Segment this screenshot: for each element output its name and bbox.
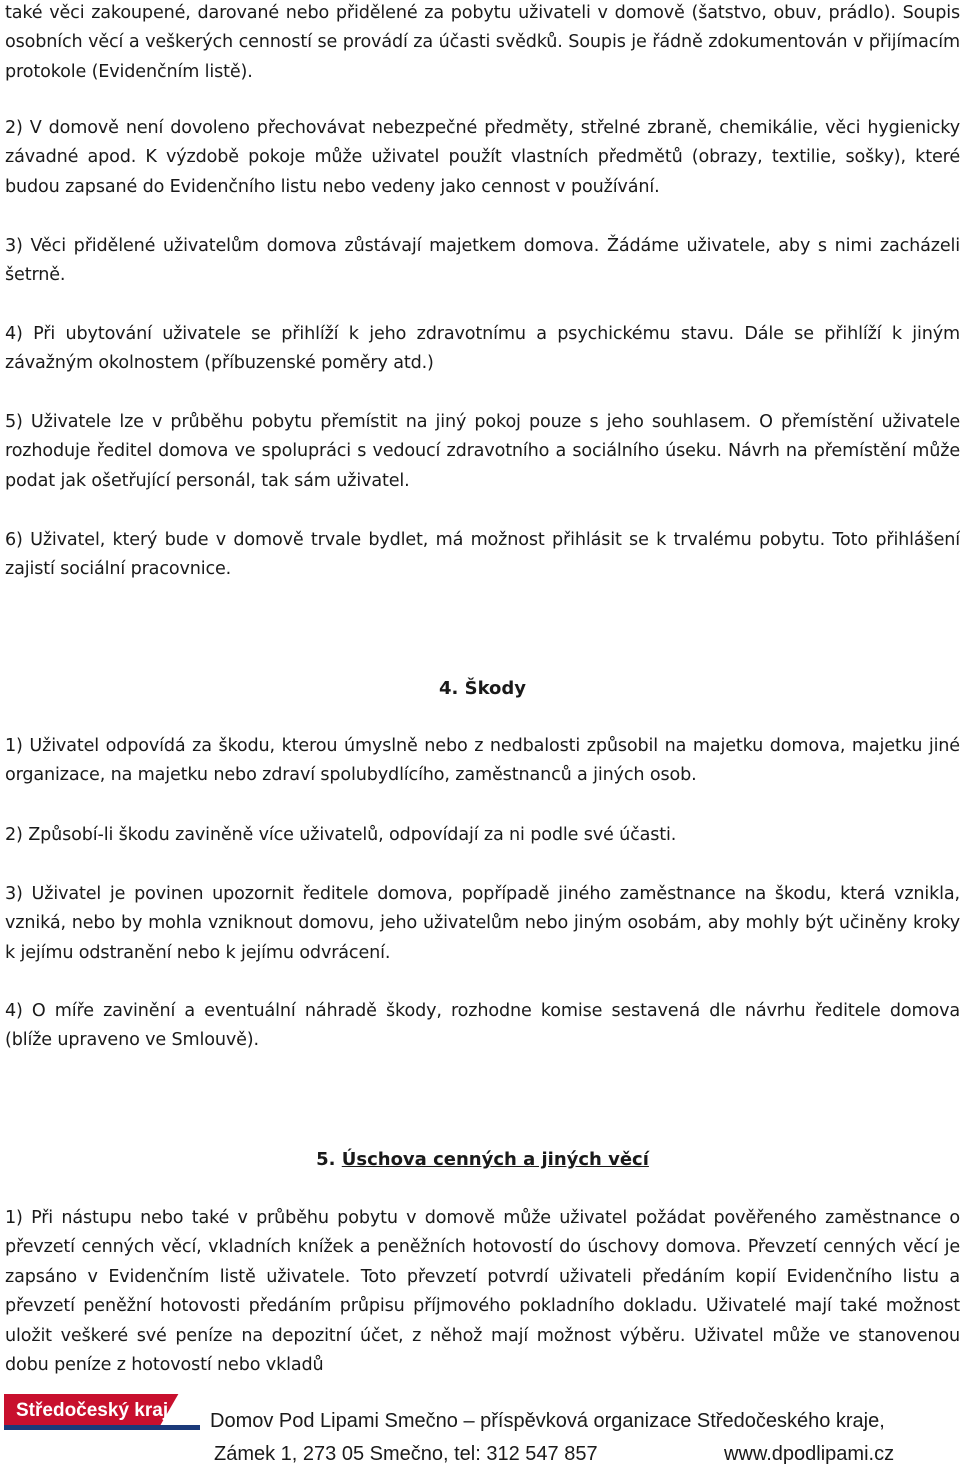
section-4-heading	[5, 674, 960, 703]
paragraph-personal-items: také věci zakoupené, darované nebo přidělené za pobytu uživateli v domově (šatstvo, obuv, prádlo). Soupis osobních věcí a veškerých cenností se provádí za účasti svědků. Soupis je řádně zdokumentován v přijímacím protokole (Evidenčním listě).	[5, 3, 960, 82]
section-4-paragraph-4: 4) O míře zavinění a eventuální náhradě škody, rozhodne komise sestavená dle návrhu ředitele domova (blíže upraveno ve Smlouvě).	[5, 1001, 960, 1051]
section-4-number: 4.	[438, 678, 459, 699]
section-5-title: Úschova cenných a jiných věcí	[341, 1149, 649, 1170]
section-4-title: Škody	[464, 678, 527, 699]
section-4-paragraph-1: 1) Uživatel odpovídá za škodu, kterou úmyslně nebo z nedbalosti způsobil na majetku domova, majetku jiné organizace, na majetku nebo zdraví spolubydlícího, zaměstnanců a jiných osob.	[5, 736, 960, 786]
paragraph-3-assigned-items: 3) Věci přidělené uživatelům domova zůstávají majetkem domova. Žádáme uživatele, aby s nimi zacházeli šetrně.	[5, 236, 960, 286]
section-5-number: 5.	[316, 1149, 336, 1170]
section-4-paragraph-3: 3) Uživatel je povinen upozornit ředitele domova, popřípadě jiného zaměstnance na škodu, která vznikla, vzniká, nebo by mohla vzniknout domovu, jeho uživatelům nebo jiným osobám, aby mohly být učiněny kroky k jejímu odstranění nebo k jejímu odvrácení.	[5, 884, 960, 963]
logo-stripe	[4, 1425, 200, 1430]
logo-text: Středočeský kraj	[16, 1400, 169, 1421]
footer-address: Zámek 1, 273 05 Smečno, tel: 312 547 857	[214, 1443, 598, 1465]
footer-organization: Domov Pod Lipami Smečno – příspěvková organizace Středočeského kraje,	[210, 1410, 885, 1432]
paragraph-2-forbidden-items: 2) V domově není dovoleno přechovávat nebezpečné předměty, střelné zbraně, chemikálie, věci hygienicky závadné apod. K výzdobě pokoje může uživatel použít vlastních předmětů (obrazy, textilie, sošky), které budou zapsané do Evidenčního listu nebo vedeny jako cennost v používání.	[5, 118, 960, 197]
section-5-heading	[5, 1145, 960, 1174]
paragraph-5-relocation: 5) Uživatele lze v průběhu pobytu přemístit na jiný pokoj pouze s jeho souhlasem. O přemístění uživatele rozhoduje ředitel domova ve spolupráci s vedoucí zdravotního a sociálního úseku. Návrh na přemístění může podat jak ošetřující personál, tak sám uživatel.	[5, 412, 960, 491]
footer-website-link[interactable]: www.dpodlipami.cz	[724, 1443, 895, 1465]
page-footer	[0, 1388, 960, 1470]
paragraph-6-permanent-residence: 6) Uživatel, který bude v domově trvale bydlet, má možnost přihlásit se k trvalému pobytu. Toto přihlášení zajistí sociální pracovnice.	[5, 530, 960, 580]
stredocesky-kraj-logo	[4, 1394, 200, 1430]
section-4-paragraph-2: 2) Způsobí-li škodu zaviněně více uživatelů, odpovídají za ni podle své účasti.	[5, 825, 677, 845]
paragraph-4-accommodation: 4) Při ubytování uživatele se přihlíží k jeho zdravotnímu a psychickému stavu. Dále se přihlíží k jiným závažným okolnostem (příbuzenské poměry atd.)	[5, 324, 960, 374]
section-5-paragraph-1: 1) Při nástupu nebo také v průběhu pobytu v domově může uživatel požádat pověřeného zaměstnance o převzetí cenných věcí, vkladních knížek a peněžních hotovostí do úschovy domova. Převzetí cenných věcí je zapsáno v Evidenčním listě uživatele. Toto převzetí potvrdí uživateli předáním kopií Evidenčního listu a převzetí peněžní hotovosti předáním průpisu příjmového pokladního dokladu. Uživatelé mají také možnost uložit veškeré své peníze na depozitní účet, z něhož mají možnost výběru. Uživatel může ve stanovenou dobu peníze z hotovostí nebo vkladů	[5, 1208, 960, 1376]
